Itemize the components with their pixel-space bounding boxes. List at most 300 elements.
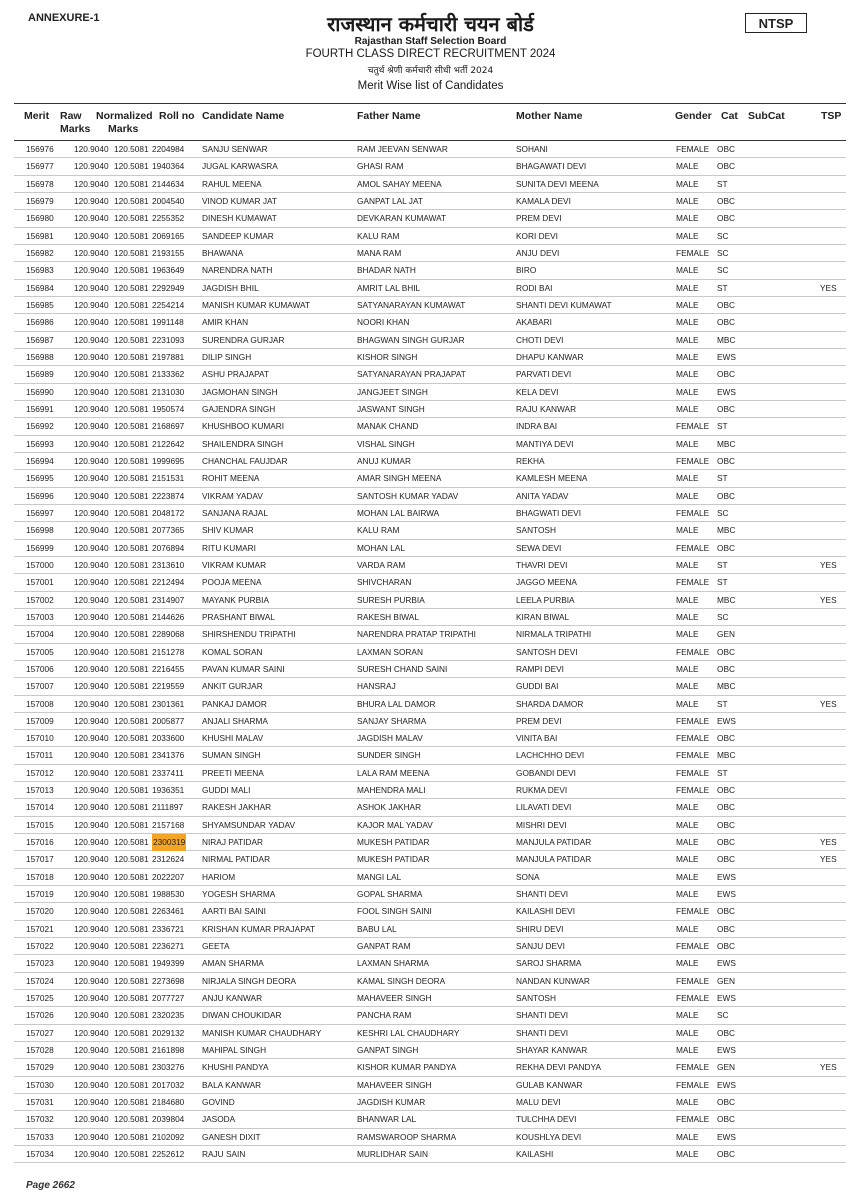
mother-name-cell: NIRMALA TRIPATHI <box>516 629 592 640</box>
merit-cell: 157017 <box>26 854 54 865</box>
merit-cell: 156981 <box>26 230 54 241</box>
gender-cell: MALE <box>676 629 699 640</box>
mother-name-cell: KAMALA DEVI <box>516 195 571 206</box>
table-row <box>14 626 846 643</box>
normalized-marks-cell: 120.5081 <box>114 611 149 622</box>
raw-marks-cell: 120.9040 <box>74 802 109 813</box>
table-row <box>14 1146 846 1163</box>
gender-cell: FEMALE <box>676 975 710 986</box>
father-name-cell: SUNDER SINGH <box>357 750 421 761</box>
normalized-marks-cell: 120.5081 <box>114 715 149 726</box>
table-row <box>14 228 846 245</box>
candidate-name-cell: POOJA MEENA <box>202 577 262 588</box>
category-cell: GEN <box>717 975 735 986</box>
normalized-marks-cell: 120.5081 <box>114 317 149 328</box>
category-cell: OBC <box>717 785 735 796</box>
category-cell: SC <box>717 611 729 622</box>
raw-marks-cell: 120.9040 <box>74 941 109 952</box>
raw-marks-cell: 120.9040 <box>74 161 109 172</box>
mother-name-cell: GOBANDI DEVI <box>516 767 576 778</box>
father-name-cell: LALA RAM MEENA <box>357 767 430 778</box>
raw-marks-cell: 120.9040 <box>74 611 109 622</box>
raw-marks-cell: 120.9040 <box>74 750 109 761</box>
merit-cell: 157021 <box>26 923 54 934</box>
table-row <box>14 799 846 816</box>
normalized-marks-cell: 120.5081 <box>114 455 149 466</box>
hindi-recruitment-subtitle: चतुर्थ श्रेणी कर्मचारी सीधी भर्ती 2024 <box>367 66 494 76</box>
roll-no-cell: 2204984 <box>152 144 185 154</box>
merit-cell: 156991 <box>26 403 54 414</box>
gender-cell: MALE <box>676 958 699 969</box>
gender-cell: FEMALE <box>676 785 710 796</box>
candidate-name-cell: PAVAN KUMAR SAINI <box>202 663 285 674</box>
category-cell: ST <box>717 282 728 293</box>
table-row <box>14 851 846 868</box>
merit-cell: 156976 <box>26 144 54 154</box>
father-name-cell: LAXMAN SHARMA <box>357 958 429 969</box>
roll-no-cell: 1988530 <box>152 889 185 900</box>
raw-marks-cell: 120.9040 <box>74 317 109 328</box>
category-cell: OBC <box>717 837 735 848</box>
normalized-marks-cell: 120.5081 <box>114 1045 149 1056</box>
mother-name-cell: SEWA DEVI <box>516 542 562 553</box>
mother-name-cell: KOUSHLYA DEVI <box>516 1131 582 1142</box>
roll-no-cell: 2131030 <box>152 386 185 397</box>
gender-cell: MALE <box>676 871 699 882</box>
raw-marks-cell: 120.9040 <box>74 507 109 518</box>
mother-name-cell: SANTOSH DEVI <box>516 646 578 657</box>
candidate-name-cell: PANKAJ DAMOR <box>202 698 267 709</box>
raw-marks-cell: 120.9040 <box>74 490 109 501</box>
raw-marks-cell: 120.9040 <box>74 594 109 605</box>
raw-marks-cell: 120.9040 <box>74 144 109 154</box>
merit-cell: 157013 <box>26 785 54 796</box>
roll-no-cell: 2048172 <box>152 507 185 518</box>
gender-cell: MALE <box>676 351 699 362</box>
merit-cell: 156992 <box>26 421 54 432</box>
category-cell: ST <box>717 698 728 709</box>
col-header-candidate: Candidate Name <box>202 110 285 122</box>
roll-no-cell: 2102092 <box>152 1131 185 1142</box>
english-board-title: Rajasthan Staff Selection Board <box>354 36 507 47</box>
roll-no-cell: 2236271 <box>152 941 185 952</box>
roll-no-cell: 2029132 <box>152 1027 185 1038</box>
category-cell: OBC <box>717 854 735 865</box>
category-cell: EWS <box>717 1045 736 1056</box>
candidate-name-cell: KHUSHBOO KUMARI <box>202 421 285 432</box>
category-cell: ST <box>717 421 728 432</box>
mother-name-cell: KAMLESH MEENA <box>516 473 588 484</box>
father-name-cell: MUKESH PATIDAR <box>357 837 430 848</box>
father-name-cell: KISHOR SINGH <box>357 351 418 362</box>
merit-cell: 157007 <box>26 681 54 692</box>
mother-name-cell: ANJU DEVI <box>516 247 560 258</box>
category-cell: MBC <box>717 334 736 345</box>
mother-name-cell: SHIRU DEVI <box>516 923 564 934</box>
roll-no-cell: 2231093 <box>152 334 185 345</box>
category-cell: OBC <box>717 299 735 310</box>
candidate-name-cell: KOMAL SORAN <box>202 646 263 657</box>
father-name-cell: ANUJ KUMAR <box>357 455 411 466</box>
mother-name-cell: RUKMA DEVI <box>516 785 568 796</box>
roll-no-cell: 2313610 <box>152 559 185 570</box>
candidate-name-cell: MANISH KUMAR KUMAWAT <box>202 299 311 310</box>
merit-cell: 157032 <box>26 1114 54 1125</box>
tsp-cell: YES <box>820 559 837 570</box>
category-cell: ST <box>717 473 728 484</box>
candidate-name-cell: ANJU KANWAR <box>202 993 263 1004</box>
category-cell: ST <box>717 178 728 189</box>
roll-no-cell: 2255352 <box>152 213 185 224</box>
normalized-marks-cell: 120.5081 <box>114 906 149 917</box>
candidate-name-cell: GUDDI MALI <box>202 785 251 796</box>
raw-marks-cell: 120.9040 <box>74 178 109 189</box>
roll-no-cell: 2216455 <box>152 663 185 674</box>
roll-no-cell: 2219559 <box>152 681 185 692</box>
father-name-cell: JANGJEET SINGH <box>357 386 428 397</box>
father-name-cell: KISHOR KUMAR PANDYA <box>357 1062 457 1073</box>
merit-cell: 157010 <box>26 733 54 744</box>
mother-name-cell: GULAB KANWAR <box>516 1079 583 1090</box>
normalized-marks-cell: 120.5081 <box>114 525 149 536</box>
father-name-cell: NARENDRA PRATAP TRIPATHI <box>357 629 476 640</box>
category-cell: OBC <box>717 195 735 206</box>
normalized-marks-cell: 120.5081 <box>114 698 149 709</box>
table-row <box>14 1094 846 1111</box>
gender-cell: MALE <box>676 559 699 570</box>
raw-marks-cell: 120.9040 <box>74 1010 109 1021</box>
table-row <box>14 1025 846 1042</box>
col-header-merit: Merit <box>24 110 50 122</box>
table-row <box>14 834 846 851</box>
roll-no-cell: 2144634 <box>152 178 185 189</box>
gender-cell: MALE <box>676 681 699 692</box>
normalized-marks-cell: 120.5081 <box>114 1027 149 1038</box>
father-name-cell: LAXMAN SORAN <box>357 646 423 657</box>
table-row <box>14 488 846 505</box>
category-cell: OBC <box>717 369 735 380</box>
normalized-marks-cell: 120.5081 <box>114 819 149 830</box>
table-row <box>14 973 846 990</box>
father-name-cell: SATYANARAYAN KUMAWAT <box>357 299 466 310</box>
gender-cell: MALE <box>676 1131 699 1142</box>
normalized-marks-cell: 120.5081 <box>114 767 149 778</box>
candidate-name-cell: KHUSHI MALAV <box>202 733 264 744</box>
merit-cell: 157028 <box>26 1045 54 1056</box>
category-cell: OBC <box>717 490 735 501</box>
father-name-cell: KESHRI LAL CHAUDHARY <box>357 1027 460 1038</box>
table-row <box>14 176 846 193</box>
gender-cell: FEMALE <box>676 542 710 553</box>
gender-cell: MALE <box>676 611 699 622</box>
raw-marks-cell: 120.9040 <box>74 473 109 484</box>
merit-cell: 156977 <box>26 161 54 172</box>
father-name-cell: GOPAL SHARMA <box>357 889 423 900</box>
table-row <box>14 955 846 972</box>
mother-name-cell: MANJULA PATIDAR <box>516 837 592 848</box>
mother-name-cell: SHANTI DEVI KUMAWAT <box>516 299 612 310</box>
gender-cell: MALE <box>676 473 699 484</box>
mother-name-cell: DHAPU KANWAR <box>516 351 584 362</box>
father-name-cell: SANJAY SHARMA <box>357 715 427 726</box>
roll-no-cell: 1963649 <box>152 265 185 276</box>
category-cell: OBC <box>717 802 735 813</box>
father-name-cell: SANTOSH KUMAR YADAV <box>357 490 459 501</box>
raw-marks-cell: 120.9040 <box>74 542 109 553</box>
normalized-marks-cell: 120.5081 <box>114 681 149 692</box>
table-row <box>14 193 846 210</box>
gender-cell: MALE <box>676 837 699 848</box>
candidate-name-cell: DIWAN CHOUKIDAR <box>202 1010 282 1021</box>
mother-name-cell: SAROJ SHARMA <box>516 958 582 969</box>
gender-cell: MALE <box>676 334 699 345</box>
normalized-marks-cell: 120.5081 <box>114 923 149 934</box>
raw-marks-cell: 120.9040 <box>74 1097 109 1108</box>
mother-name-cell: MANJULA PATIDAR <box>516 854 592 865</box>
table-row <box>14 817 846 834</box>
candidate-name-cell: HARIOM <box>202 871 236 882</box>
col-header-raw <box>60 110 90 136</box>
gender-cell: MALE <box>676 819 699 830</box>
gender-cell: MALE <box>676 265 699 276</box>
merit-cell: 156985 <box>26 299 54 310</box>
merit-cell: 156982 <box>26 247 54 258</box>
normalized-marks-cell: 120.5081 <box>114 507 149 518</box>
col-header-subcat: SubCat <box>748 110 785 122</box>
col-header-roll: Roll no <box>159 110 195 122</box>
category-cell: GEN <box>717 629 735 640</box>
father-name-cell: NOORI KHAN <box>357 317 410 328</box>
normalized-marks-cell: 120.5081 <box>114 750 149 761</box>
candidate-name-cell: JAGMOHAN SINGH <box>202 386 278 397</box>
table-row <box>14 262 846 279</box>
mother-name-cell: ANITA YADAV <box>516 490 569 501</box>
table-row <box>14 1059 846 1076</box>
raw-marks-cell: 120.9040 <box>74 559 109 570</box>
father-name-cell: PANCHA RAM <box>357 1010 412 1021</box>
roll-no-cell: 2312624 <box>152 854 185 865</box>
merit-cell: 156986 <box>26 317 54 328</box>
roll-no-cell: 2122642 <box>152 438 185 449</box>
father-name-cell: BHANWAR LAL <box>357 1114 417 1125</box>
father-name-cell: AMRIT LAL BHIL <box>357 282 421 293</box>
table-row <box>14 696 846 713</box>
category-cell: OBC <box>717 144 735 154</box>
raw-marks-cell: 120.9040 <box>74 1027 109 1038</box>
table-row <box>14 332 846 349</box>
merit-cell: 157000 <box>26 559 54 570</box>
gender-cell: MALE <box>676 317 699 328</box>
gender-cell: FEMALE <box>676 507 710 518</box>
col-header-normalized-line2: Marks <box>108 123 139 135</box>
mother-name-cell: VINITA BAI <box>516 733 558 744</box>
category-cell: OBC <box>717 403 735 414</box>
raw-marks-cell: 120.9040 <box>74 525 109 536</box>
candidate-name-cell: SHIRSHENDU TRIPATHI <box>202 629 296 640</box>
merit-cell: 157001 <box>26 577 54 588</box>
candidate-name-cell: VINOD KUMAR JAT <box>202 195 277 206</box>
category-cell: EWS <box>717 351 736 362</box>
category-cell: EWS <box>717 993 736 1004</box>
roll-no-cell: 2111897 <box>152 802 184 813</box>
raw-marks-cell: 120.9040 <box>74 819 109 830</box>
category-cell: OBC <box>717 923 735 934</box>
normalized-marks-cell: 120.5081 <box>114 1062 149 1073</box>
normalized-marks-cell: 120.5081 <box>114 1149 149 1160</box>
recruitment-title: FOURTH CLASS DIRECT RECRUITMENT 2024 <box>305 48 556 60</box>
father-name-cell: MANA RAM <box>357 247 402 258</box>
gender-cell: MALE <box>676 386 699 397</box>
category-cell: OBC <box>717 646 735 657</box>
father-name-cell: SATYANARAYAN PRAJAPAT <box>357 369 466 380</box>
normalized-marks-cell: 120.5081 <box>114 403 149 414</box>
normalized-marks-cell: 120.5081 <box>114 178 149 189</box>
raw-marks-cell: 120.9040 <box>74 906 109 917</box>
merit-cell: 157031 <box>26 1097 54 1108</box>
table-row <box>14 470 846 487</box>
raw-marks-cell: 120.9040 <box>74 195 109 206</box>
gender-cell: FEMALE <box>676 577 710 588</box>
gender-cell: FEMALE <box>676 906 710 917</box>
father-name-cell: RAMSWAROOP SHARMA <box>357 1131 457 1142</box>
gender-cell: FEMALE <box>676 1079 710 1090</box>
father-name-cell: HANSRAJ <box>357 681 396 692</box>
normalized-marks-cell: 120.5081 <box>114 1131 149 1142</box>
candidate-name-cell: BALA KANWAR <box>202 1079 262 1090</box>
table-row <box>14 280 846 297</box>
father-name-cell: KALU RAM <box>357 525 400 536</box>
merit-cell: 157020 <box>26 906 54 917</box>
roll-no-cell: 2273698 <box>152 975 185 986</box>
table-row <box>14 158 846 175</box>
candidate-name-cell: RITU KUMARI <box>202 542 256 553</box>
raw-marks-cell: 120.9040 <box>74 698 109 709</box>
candidate-name-cell: BHAWANA <box>202 247 244 258</box>
normalized-marks-cell: 120.5081 <box>114 837 149 848</box>
gender-cell: FEMALE <box>676 733 710 744</box>
merit-cell: 156984 <box>26 282 54 293</box>
candidate-name-cell: SHIV KUMAR <box>202 525 254 536</box>
raw-marks-cell: 120.9040 <box>74 265 109 276</box>
normalized-marks-cell: 120.5081 <box>114 542 149 553</box>
mother-name-cell: SOHANI <box>516 144 548 154</box>
merit-cell: 156993 <box>26 438 54 449</box>
gender-cell: FEMALE <box>676 421 710 432</box>
candidate-name-cell: ASHU PRAJAPAT <box>202 369 270 380</box>
raw-marks-cell: 120.9040 <box>74 455 109 466</box>
father-name-cell: ASHOK JAKHAR <box>357 802 422 813</box>
father-name-cell: BABU LAL <box>357 923 397 934</box>
mother-name-cell: SUNITA DEVI MEENA <box>516 178 599 189</box>
father-name-cell: RAM JEEVAN SENWAR <box>357 144 448 154</box>
gender-cell: MALE <box>676 403 699 414</box>
raw-marks-cell: 120.9040 <box>74 577 109 588</box>
category-cell: OBC <box>717 941 735 952</box>
candidate-name-cell: MANISH KUMAR CHAUDHARY <box>202 1027 322 1038</box>
merit-cell: 156994 <box>26 455 54 466</box>
raw-marks-cell: 120.9040 <box>74 247 109 258</box>
col-header-tsp: TSP <box>821 110 842 122</box>
table-row <box>14 574 846 591</box>
raw-marks-cell: 120.9040 <box>74 1062 109 1073</box>
candidate-name-cell: VIKRAM KUMAR <box>202 559 267 570</box>
merit-cell: 157012 <box>26 767 54 778</box>
mother-name-cell: SHANTI DEVI <box>516 889 569 900</box>
normalized-marks-cell: 120.5081 <box>114 230 149 241</box>
col-header-gender: Gender <box>675 110 712 122</box>
table-row <box>14 453 846 470</box>
father-name-cell: GANPAT LAL JAT <box>357 195 423 206</box>
table-row <box>14 782 846 799</box>
table-row <box>14 903 846 920</box>
roll-no-cell: 2337411 <box>152 767 184 778</box>
merit-cell: 157002 <box>26 594 54 605</box>
raw-marks-cell: 120.9040 <box>74 958 109 969</box>
category-cell: OBC <box>717 161 735 172</box>
category-cell: GEN <box>717 1062 735 1073</box>
normalized-marks-cell: 120.5081 <box>114 299 149 310</box>
table-row <box>14 349 846 366</box>
tsp-cell: YES <box>820 837 837 848</box>
mother-name-cell: MANTIYA DEVI <box>516 438 574 449</box>
roll-no-cell: 2033600 <box>152 733 185 744</box>
father-name-cell: KALU RAM <box>357 230 400 241</box>
normalized-marks-cell: 120.5081 <box>114 161 149 172</box>
category-cell: MBC <box>717 525 736 536</box>
merit-cell: 156980 <box>26 213 54 224</box>
mother-name-cell: RAJU KANWAR <box>516 403 577 414</box>
gender-cell: FEMALE <box>676 993 710 1004</box>
roll-no-cell: 2263461 <box>152 906 185 917</box>
candidate-name-cell: SANDEEP KUMAR <box>202 230 274 241</box>
table-row <box>14 938 846 955</box>
tsp-cell: YES <box>820 282 837 293</box>
roll-no-cell: 2005877 <box>152 715 185 726</box>
gender-cell: MALE <box>676 698 699 709</box>
roll-no-cell: 1991148 <box>152 317 184 328</box>
table-row <box>14 418 846 435</box>
page-number: Page 2662 <box>26 1180 75 1191</box>
merit-cell: 156997 <box>26 507 54 518</box>
roll-no-cell: 2320235 <box>152 1010 185 1021</box>
table-row <box>14 747 846 764</box>
category-cell: OBC <box>717 1027 735 1038</box>
gender-cell: MALE <box>676 369 699 380</box>
table-row <box>14 384 846 401</box>
candidate-name-cell: SHAILENDRA SINGH <box>202 438 284 449</box>
normalized-marks-cell: 120.5081 <box>114 941 149 952</box>
category-cell: SC <box>717 247 729 258</box>
normalized-marks-cell: 120.5081 <box>114 282 149 293</box>
table-row <box>14 869 846 886</box>
gender-cell: MALE <box>676 1045 699 1056</box>
normalized-marks-cell: 120.5081 <box>114 993 149 1004</box>
candidate-name-cell: PRASHANT BIWAL <box>202 611 275 622</box>
normalized-marks-cell: 120.5081 <box>114 438 149 449</box>
table-row <box>14 557 846 574</box>
normalized-marks-cell: 120.5081 <box>114 559 149 570</box>
roll-no-cell: 2223874 <box>152 490 185 501</box>
mother-name-cell: LACHCHHO DEVI <box>516 750 585 761</box>
roll-no-cell: 2077365 <box>152 525 185 536</box>
merit-cell: 157024 <box>26 975 54 986</box>
mother-name-cell: BIRO <box>516 265 537 276</box>
raw-marks-cell: 120.9040 <box>74 715 109 726</box>
roll-no-cell: 2133362 <box>152 369 185 380</box>
father-name-cell: BHURA LAL DAMOR <box>357 698 436 709</box>
merit-cell: 157025 <box>26 993 54 1004</box>
candidate-name-cell: NIRJALA SINGH DEORA <box>202 975 297 986</box>
